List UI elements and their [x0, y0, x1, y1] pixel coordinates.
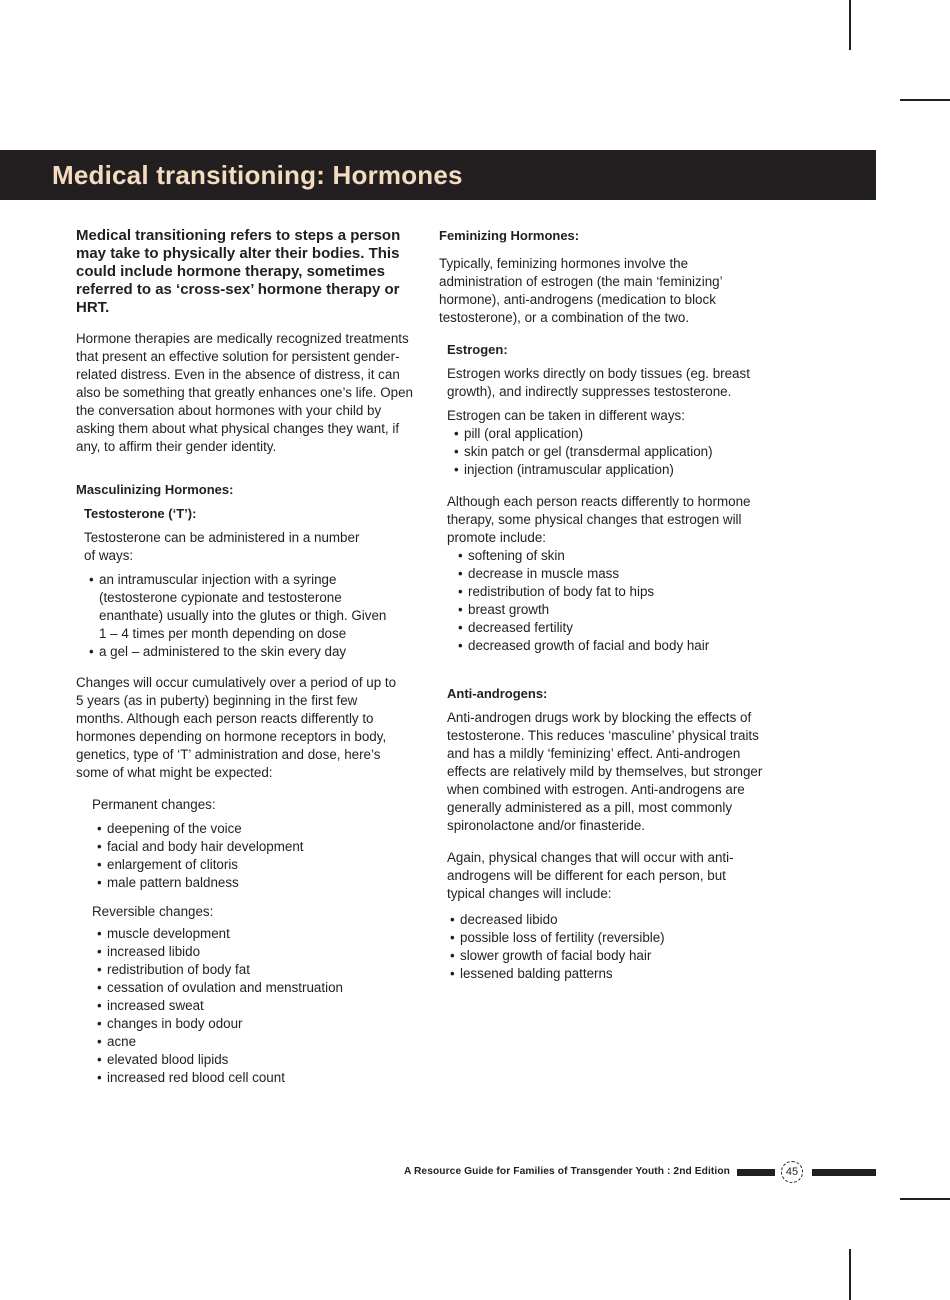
page-footer — [0, 1160, 876, 1186]
estrogen-ways-intro: Estrogen can be taken in different ways: — [447, 408, 685, 423]
testosterone-ways-list — [88, 571, 421, 661]
changes-intro: Changes will occur cumulatively over a period of up to 5 years (as in puberty) beginning in the first few months. Although each person reacts differently to hormones depending on hormone receptors in body, genetics, type of ‘T’ administration and dose, here’s some of what might be expected: — [76, 675, 397, 780]
footer-bar-left — [737, 1169, 775, 1176]
intro-paragraph: Hormone therapies are medically recognized treatments that present an effective solution for persistent gender-related distress. Even in the absence of distress, it can also be something that greatly enhances one’s life. Open the conversation about hormones with your child by asking them about what physical changes they want, if any, to affirm their gender identity. — [76, 331, 413, 454]
list-item: • decreased fertility — [457, 619, 779, 637]
list-item: • a gel – administered to the skin every day — [88, 643, 421, 661]
list-item: • lessened balding patterns — [449, 965, 779, 983]
page-title: Medical transitioning: Hormones — [52, 159, 463, 190]
estrogen-changes-intro: Although each person reacts differently to hormone therapy, some physical changes that estrogen will promote include: — [447, 494, 751, 545]
page-number — [781, 1161, 803, 1183]
list-item: • decreased growth of facial and body hair — [457, 637, 779, 655]
list-item: • elevated blood lipids — [96, 1051, 421, 1069]
list-item: • deepening of the voice — [96, 820, 421, 838]
list-item: • slower growth of facial body hair — [449, 947, 779, 965]
footer-publication-title: A Resource Guide for Families of Transgender Youth : 2nd Edition — [403, 1166, 730, 1177]
list-item: • possible loss of fertility (reversible) — [449, 929, 779, 947]
list-item: • redistribution of body fat to hips — [457, 583, 779, 601]
crop-mark-bottom — [849, 1249, 851, 1300]
list-item: • increased sweat — [96, 997, 421, 1015]
list-item: • facial and body hair development — [96, 838, 421, 856]
right-column — [439, 227, 779, 983]
reversible-changes-label: Reversible changes: — [92, 904, 214, 919]
list-item: • changes in body odour — [96, 1015, 421, 1033]
list-item: • decreased libido — [449, 911, 779, 929]
testosterone-heading: Testosterone (‘T’): — [84, 506, 197, 521]
left-column — [76, 227, 421, 1087]
estrogen-heading: Estrogen: — [447, 342, 508, 357]
feminizing-intro: Typically, feminizing hormones involve the administration of estrogen (the main ‘feminizing’ hormone), anti-androgens (medication to block testosterone), or a combination of the two. — [439, 256, 723, 325]
reversible-changes-list — [96, 925, 421, 1087]
list-item: • increased red blood cell count — [96, 1069, 421, 1087]
estrogen-changes-list — [457, 547, 779, 655]
crop-mark-right-top — [900, 99, 950, 101]
masculinizing-heading: Masculinizing Hormones: — [76, 482, 234, 497]
lead-paragraph: Medical transitioning refers to steps a person may take to physically alter their bodies. This could include hormone therapy, sometimes referred to as ‘cross-sex’ hormone therapy or HRT. — [76, 227, 401, 316]
anti-androgens-changes-intro: Again, physical changes that will occur with anti-androgens will be different for each person, but typical changes will include: — [447, 850, 734, 901]
permanent-changes-list — [96, 820, 421, 892]
testosterone-intro: Testosterone can be administered in a number of ways: — [84, 530, 360, 563]
anti-androgens-heading: Anti-androgens: — [447, 686, 548, 701]
permanent-changes-label: Permanent changes: — [92, 797, 216, 812]
page-number-text: 45 — [785, 1166, 799, 1178]
list-item: • cessation of ovulation and menstruation — [96, 979, 421, 997]
feminizing-heading: Feminizing Hormones: — [439, 228, 580, 243]
list-item: • an intramuscular injection with a syringe (testosterone cypionate and testosterone enanthate) usually into the glutes or thigh. Given 1 – 4 times per month depending on dose — [88, 571, 395, 643]
list-item: • increased libido — [96, 943, 421, 961]
list-item: • decrease in muscle mass — [457, 565, 779, 583]
anti-androgens-intro: Anti-androgen drugs work by blocking the effects of testosterone. This reduces ‘masculine’ physical traits and has a mildly ‘feminizing’ effect. Anti-androgen effects are relatively mild by themselves, but stronger when combined with estrogen. Anti-androgens are generally administered as a pill, most commonly spironolactone and/or finasteride. — [447, 710, 763, 833]
list-item: • enlargement of clitoris — [96, 856, 421, 874]
list-item: • acne — [96, 1033, 421, 1051]
list-item: • injection (intramuscular application) — [453, 461, 779, 479]
crop-mark-right-bottom — [900, 1198, 950, 1200]
list-item: • pill (oral application) — [453, 425, 779, 443]
estrogen-section — [447, 341, 779, 983]
title-bar — [0, 150, 876, 200]
crop-mark-top — [849, 0, 851, 50]
list-item: • male pattern baldness — [96, 874, 421, 892]
list-item: • muscle development — [96, 925, 421, 943]
footer-bar-right — [812, 1169, 876, 1176]
list-item: • softening of skin — [457, 547, 779, 565]
estrogen-intro: Estrogen works directly on body tissues (eg. breast growth), and indirectly suppresses testosterone. — [447, 366, 750, 399]
anti-androgens-changes-list — [449, 911, 779, 983]
list-item: • redistribution of body fat — [96, 961, 421, 979]
list-item: • breast growth — [457, 601, 779, 619]
estrogen-ways-list — [453, 425, 779, 479]
list-item: • skin patch or gel (transdermal application) — [453, 443, 779, 461]
